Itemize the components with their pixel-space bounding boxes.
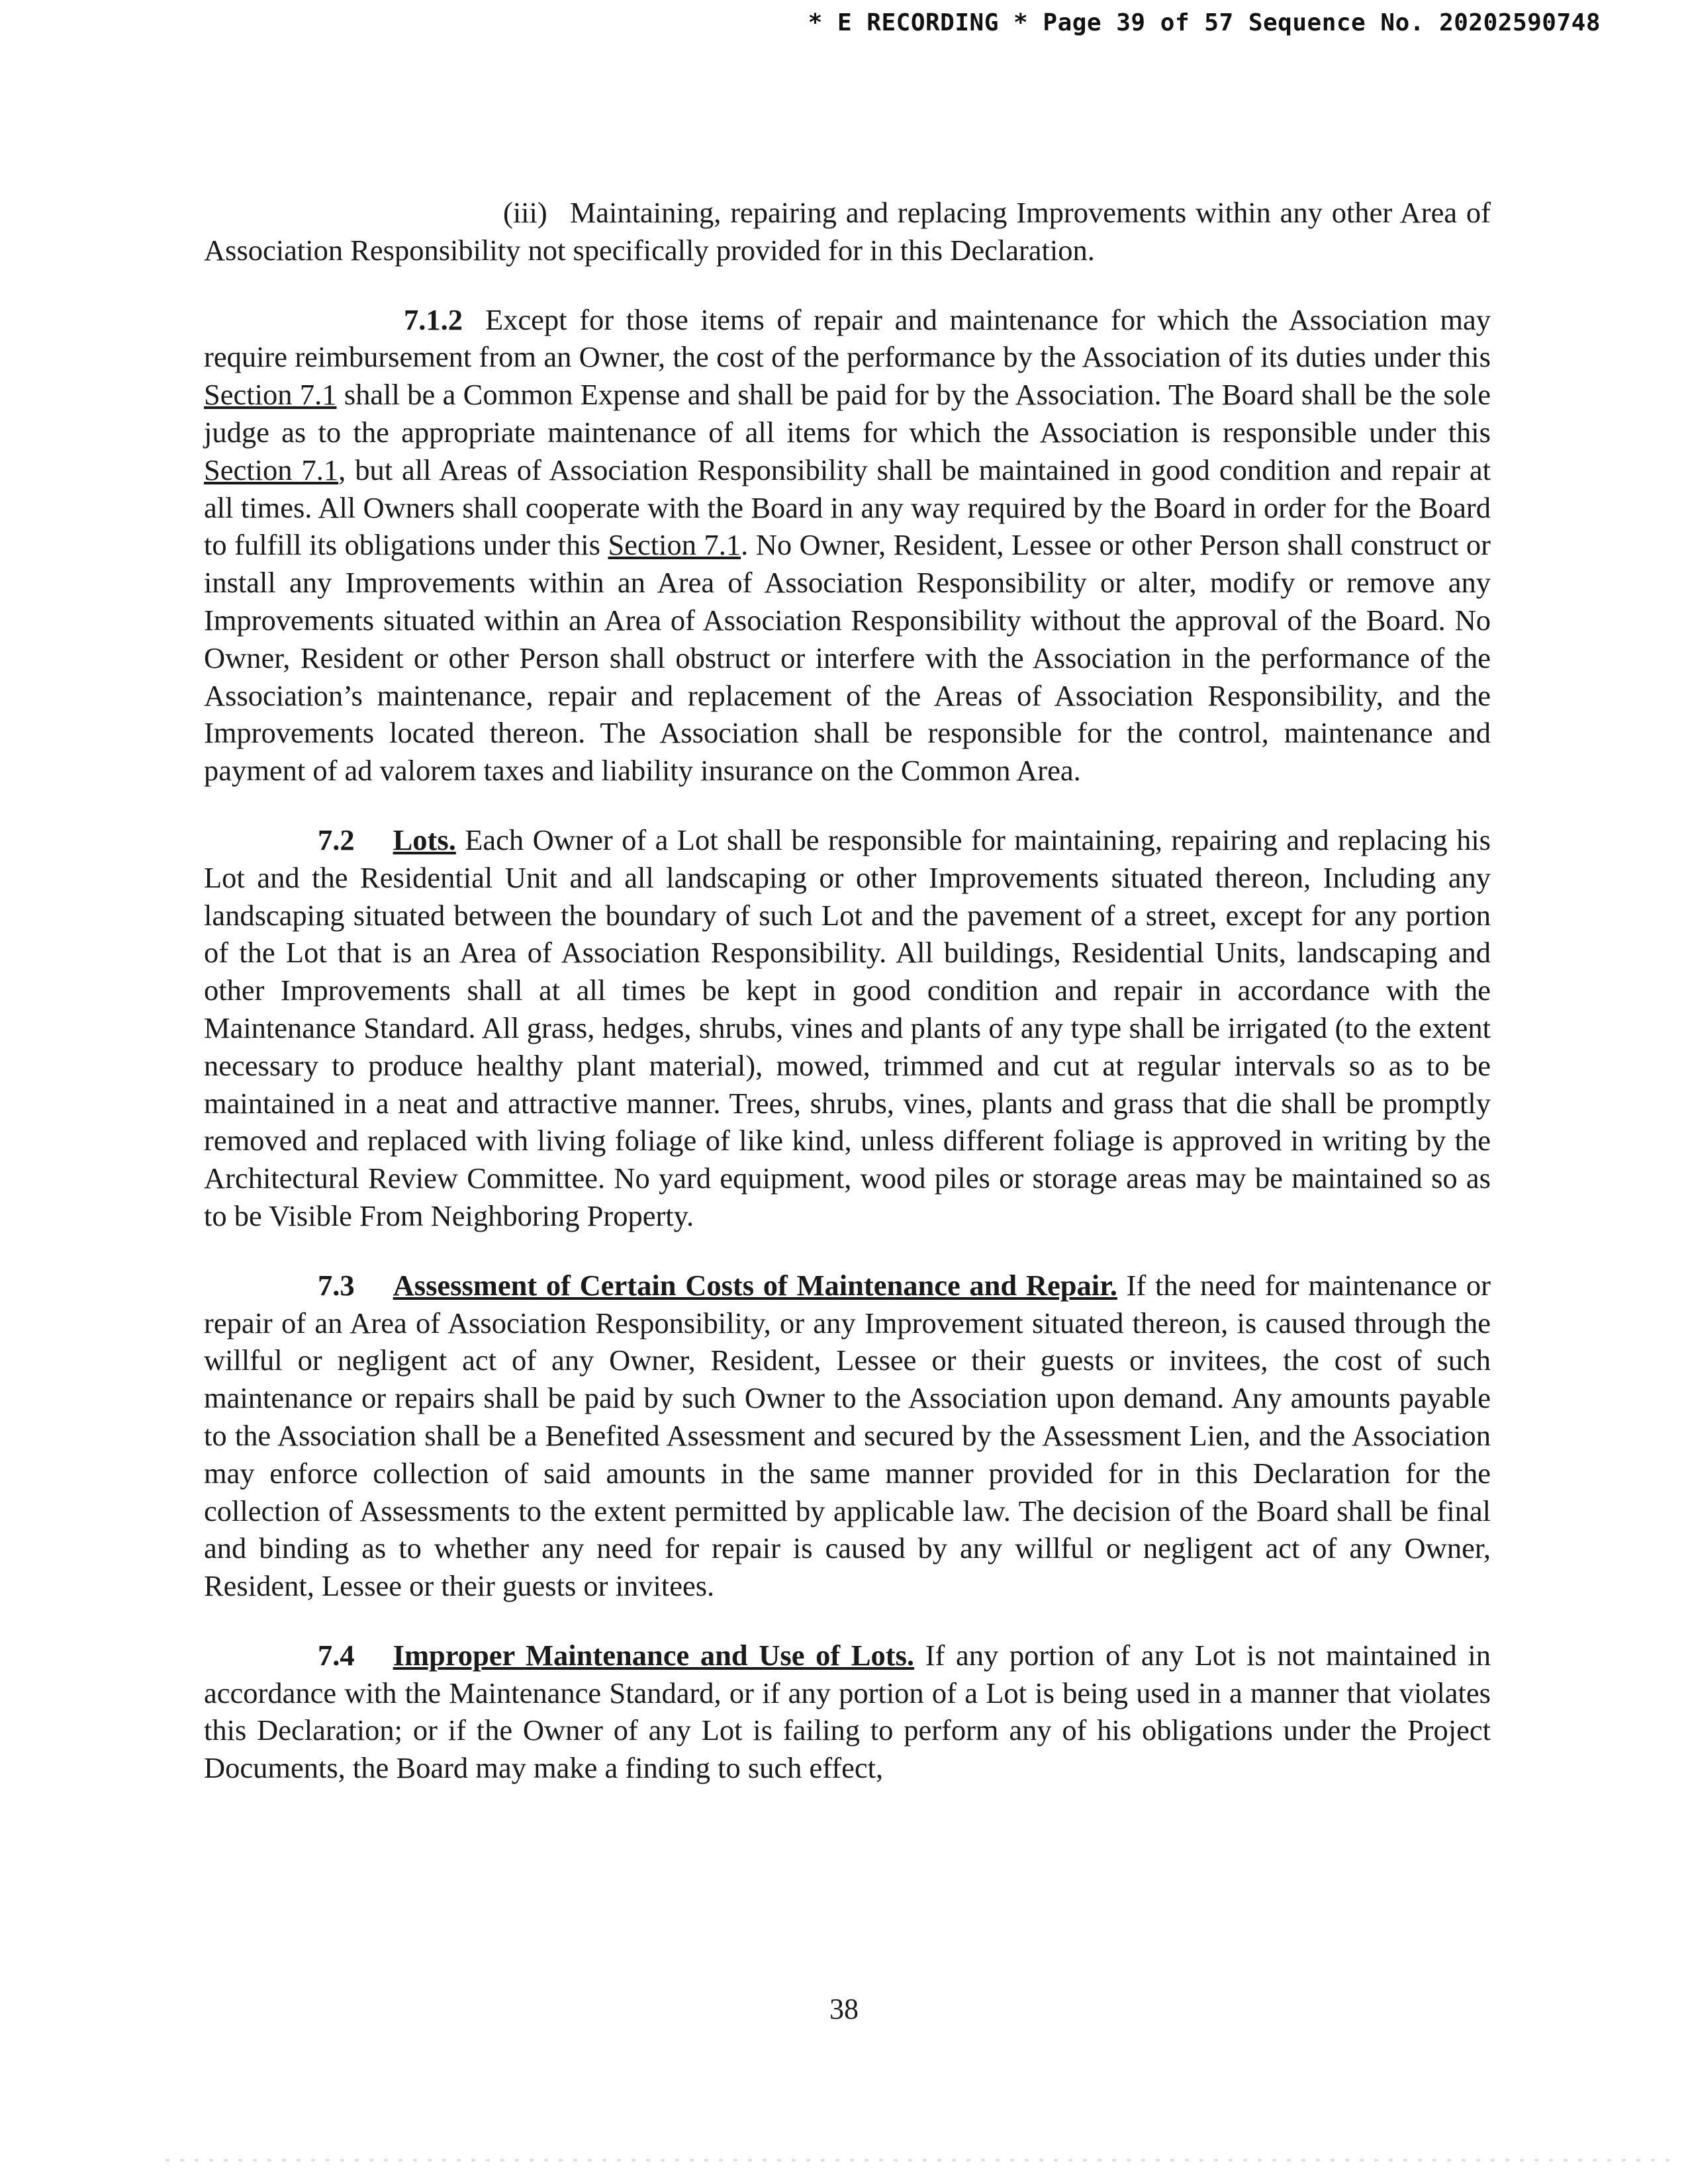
paragraph-7-3 xyxy=(204,1267,1491,1605)
section-number: 7.3 xyxy=(318,1268,355,1302)
document-body xyxy=(204,194,1491,1819)
clause-text: Maintaining, repairing and replacing Improvements within any other Area of Association Responsibility not specifically provided for in this Declaration. xyxy=(204,196,1491,267)
paragraph-7-2 xyxy=(204,821,1491,1235)
paragraph-iii xyxy=(204,194,1491,269)
recording-stamp: * E RECORDING * Page 39 of 57 Sequence No. 20202590748 xyxy=(808,9,1601,36)
section-heading: Improper Maintenance and Use of Lots. xyxy=(393,1638,915,1672)
section-text: shall be a Common Expense and shall be paid for by the Association. The Board shall be the sole judge as to the appropriate maintenance of all items for which the Association is responsible under this xyxy=(204,378,1491,449)
section-reference: Section 7.1 xyxy=(204,453,339,486)
section-number: 7.4 xyxy=(318,1638,355,1672)
section-text: . No Owner, Resident, Lessee or other Person shall construct or install any Improvements within an Area of Association Responsibility or alter, modify or remove any Improvements situated within an Area of Association Responsibility without the approval of the Board. No Owner, Resident or other Person shall obstruct or interfere with the Association in the performance of the Association’s maintenance, repair and replacement of the Areas of Association Responsibility, and the Improvements located thereon. The Association shall be responsible for the control, maintenance and payment of ad valorem taxes and liability insurance on the Common Area. xyxy=(204,528,1491,788)
section-text: Except for those items of repair and maintenance for which the Association may require reimbursement from an Owner, the cost of the performance by the Association of its duties under this xyxy=(204,302,1491,374)
section-text: If any portion of any Lot is not maintained in accordance with the Maintenance Standard, or if any portion of a Lot is being used in a manner that violates this Declaration; or if the Owner of any Lot is failing to perform any of his obligations under the Project Documents, the Board may make a finding to such effect, xyxy=(204,1638,1491,1785)
section-text: Each Owner of a Lot shall be responsible for maintaining, repairing and replacing his Lot and the Residential Unit and all landscaping or other Improvements situated thereon, Including any landscaping situated between the boundary of such Lot and the pavement of a street, except for any portion of the Lot that is an Area of Association Responsibility. All buildings, Residential Units, landscaping and other Improvements shall at all times be kept in good condition and repair in accordance with the Maintenance Standard. All grass, hedges, shrubs, vines and plants of any type shall be irrigated (to the extent necessary to produce healthy plant material), mowed, trimmed and cut at regular intervals so as to be maintained in a neat and attractive manner. Trees, shrubs, vines, plants and grass that die shall be promptly removed and replaced with living foliage of like kind, unless different foliage is approved in writing by the Architectural Review Committee. No yard equipment, wood piles or storage areas may be maintained so as to be Visible From Neighboring Property. xyxy=(204,823,1491,1232)
clause-label: (iii) xyxy=(503,196,547,229)
paragraph-7-1-2 xyxy=(204,301,1491,790)
section-number: 7.1.2 xyxy=(404,302,463,336)
section-number: 7.2 xyxy=(318,823,355,856)
section-heading: Lots. xyxy=(393,823,456,856)
section-heading: Assessment of Certain Costs of Maintenance and Repair. xyxy=(393,1268,1117,1302)
paragraph-7-4 xyxy=(204,1637,1491,1787)
section-reference: Section 7.1 xyxy=(608,528,741,562)
section-reference: Section 7.1 xyxy=(204,378,337,412)
scan-artifact-line xyxy=(165,2159,1675,2161)
page-number: 38 xyxy=(829,1993,859,2025)
section-text: , but all Areas of Association Responsibility shall be maintained in good condition and repair at all times. All Owners shall cooperate with the Board in any way required by the Board in order for the Board to fulfill its obligations under this xyxy=(204,453,1491,562)
section-text: If the need for maintenance or repair of an Area of Association Responsibility, or any Improvement situated thereon, is caused through the willful or negligent act of any Owner, Resident, Lessee or their guests or invitees, the cost of such maintenance or repairs shall be paid by such Owner to the Association upon demand. Any amounts payable to the Association shall be a Benefited Assessment and secured by the Assessment Lien, and the Association may enforce collection of said amounts in the same manner provided for in this Declaration for the collection of Assessments to the extent permitted by applicable law. The decision of the Board shall be final and binding as to whether any need for repair is caused by any willful or negligent act of any Owner, Resident, Lessee or their guests or invitees. xyxy=(204,1268,1491,1603)
